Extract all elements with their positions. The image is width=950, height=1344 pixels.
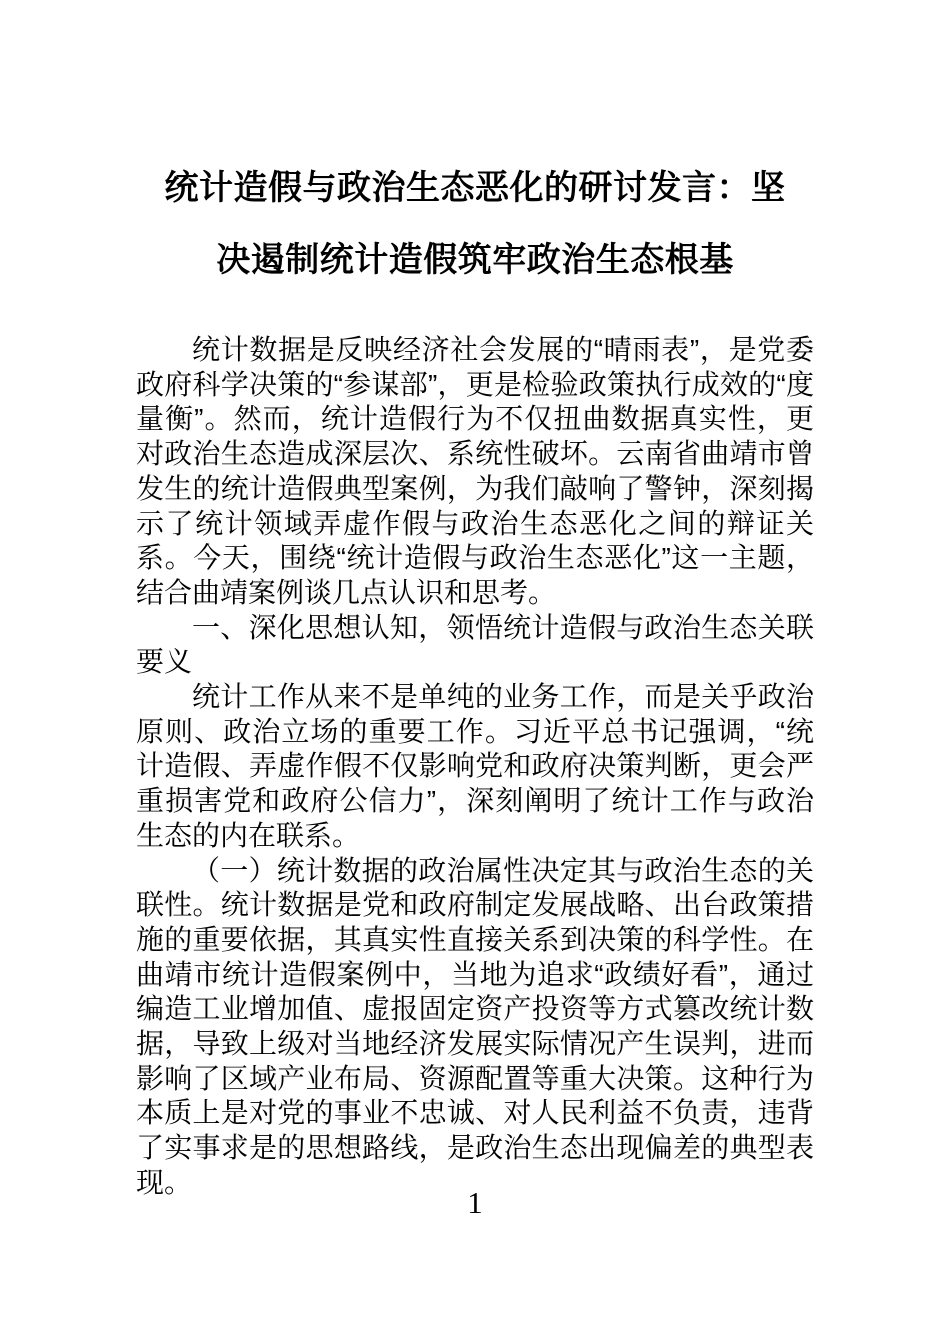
- paragraph-subsection-body: （一）统计数据的政治属性决定其与政治生态的关联性。统计数据是党和政府制定发展战略、出台政策措施的重要依据，其真实性直接关系到决策的科学性。在曲靖市统计造假案例中，当地为追求“政绩好看”，通过编造工业增加值、虚报固定资产投资等方式篡改统计数据，导致上级对当地经济发展实际情况产生误判，进而影响了区域产业布局、资源配置等重大决策。这种行为本质上是对党的事业不忠诚、对人民利益不负责，违背了实事求是的思想路线，是政治生态出现偏差的典型表现。: [136, 854, 814, 1198]
- document-body: [136, 333, 814, 1201]
- document-title-line-1: 统计造假与政治生态恶化的研讨发言：坚: [164, 169, 786, 207]
- paragraph-section-body: 统计工作从来不是单纯的业务工作，而是关乎政治原则、政治立场的重要工作。习近平总书记强调，“统计造假、弄虚作假不仅影响党和政府决策判断，更会严重损害党和政府公信力”，深刻阐明了统计工作与政治生态的内在联系。: [136, 681, 814, 851]
- paragraph-intro: 统计数据是反映经济社会发展的“晴雨表”，是党委政府科学决策的“参谋部”，更是检验政策执行成效的“度量衡”。然而，统计造假行为不仅扭曲数据真实性，更对政治生态造成深层次、系统性破坏。云南省曲靖市曾发生的统计造假典型案例，为我们敲响了警钟，深刻揭示了统计领域弄虚作假与政治生态恶化之间的辩证关系。今天，围绕“统计造假与政治生态恶化”这一主题，结合曲靖案例谈几点认识和思考。: [136, 334, 814, 608]
- page-number: 1: [467, 1185, 483, 1220]
- page-footer: [0, 1187, 950, 1218]
- document-title-line-2: 决遏制统计造假筑牢政治生态根基: [216, 241, 734, 279]
- paragraph-section-heading: 一、深化思想认知，领悟统计造假与政治生态关联要义: [136, 611, 814, 678]
- document-title: [0, 0, 950, 296]
